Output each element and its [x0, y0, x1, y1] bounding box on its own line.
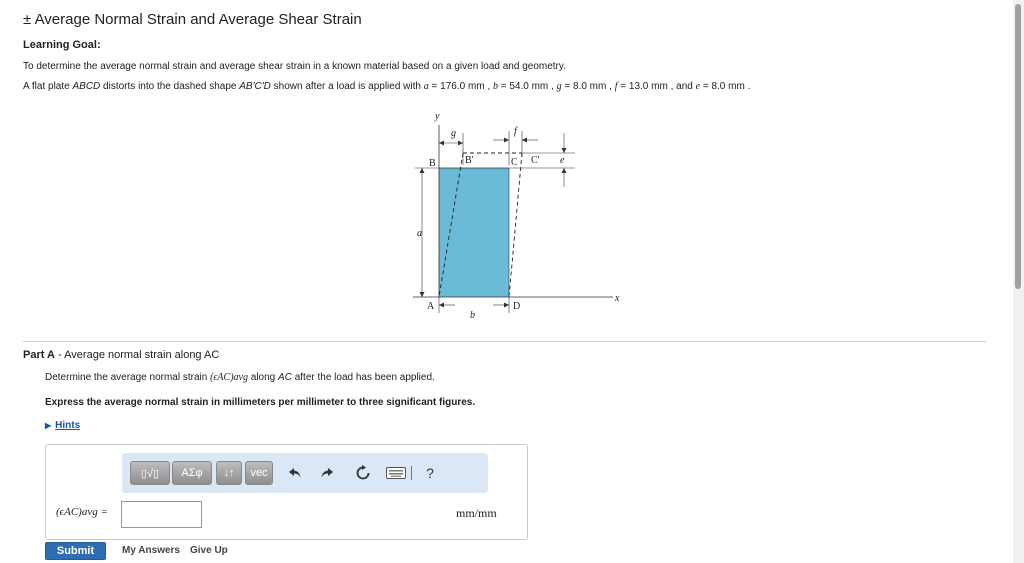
label-a-corner: A	[427, 301, 435, 312]
learning-goal-label: Learning Goal:	[23, 39, 101, 51]
toolbar-separator	[411, 466, 412, 480]
plate-deformation-figure	[395, 105, 635, 325]
scrollbar-thumb[interactable]	[1015, 4, 1021, 289]
section-divider	[23, 341, 986, 342]
template-button[interactable]: ▯√▯	[130, 461, 170, 485]
keyboard-icon[interactable]	[384, 462, 408, 484]
label-f: f	[514, 126, 517, 137]
express-instruction: Express the average normal strain in millimeters per millimeter to three significant figures.	[45, 397, 476, 408]
page-title: ± Average Normal Strain and Average Shear Strain	[23, 11, 362, 28]
part-a-heading: Part A - Average normal strain along AC	[23, 349, 220, 361]
label-x: x	[615, 293, 620, 304]
math-toolbar	[122, 453, 488, 493]
label-d: D	[513, 301, 521, 312]
label-b-corner: B	[429, 158, 436, 169]
learning-goal-text: To determine the average normal strain and average shear strain in a known material based on a given load and geometry.	[23, 61, 566, 72]
subscript-superscript-button[interactable]: ↓↑	[216, 461, 242, 485]
answer-label: (ϵAC)avg =	[56, 506, 108, 518]
label-c-prime: C'	[531, 155, 540, 166]
hints-toggle[interactable]: ▶ Hints	[45, 420, 81, 431]
submit-button[interactable]: Submit	[45, 542, 106, 560]
label-b-dim: b	[470, 310, 475, 321]
label-b-prime: B'	[465, 155, 474, 166]
label-e: e	[560, 155, 565, 166]
my-answers-link[interactable]: My Answers	[122, 545, 180, 556]
part-a-question: Determine the average normal strain (ϵAC)avg along AC after the load has been applied.	[45, 372, 435, 383]
label-g: g	[451, 128, 456, 139]
give-up-link[interactable]: Give Up	[190, 545, 228, 556]
vector-button[interactable]: vec	[245, 461, 273, 485]
label-c: C	[511, 157, 518, 168]
label-a: a	[417, 228, 422, 239]
greek-symbols-button[interactable]: ΑΣφ	[172, 461, 212, 485]
label-y: y	[435, 111, 440, 122]
expand-triangle-icon: ▶	[45, 421, 52, 430]
redo-icon[interactable]	[316, 462, 338, 484]
answer-unit: mm/mm	[456, 506, 497, 520]
undo-icon[interactable]	[284, 462, 306, 484]
problem-statement: A flat plate ABCD distorts into the dashed shape AB'C'D shown after a load is applied with a = 176.0 mm , b = 54.0 mm , g = 8.0 mm , f = 13.0 mm , and e = 8.0 mm .	[23, 81, 751, 92]
answer-panel	[45, 444, 528, 540]
reset-icon[interactable]	[352, 462, 374, 484]
answer-input[interactable]	[121, 501, 202, 528]
help-icon[interactable]: ?	[426, 465, 434, 481]
